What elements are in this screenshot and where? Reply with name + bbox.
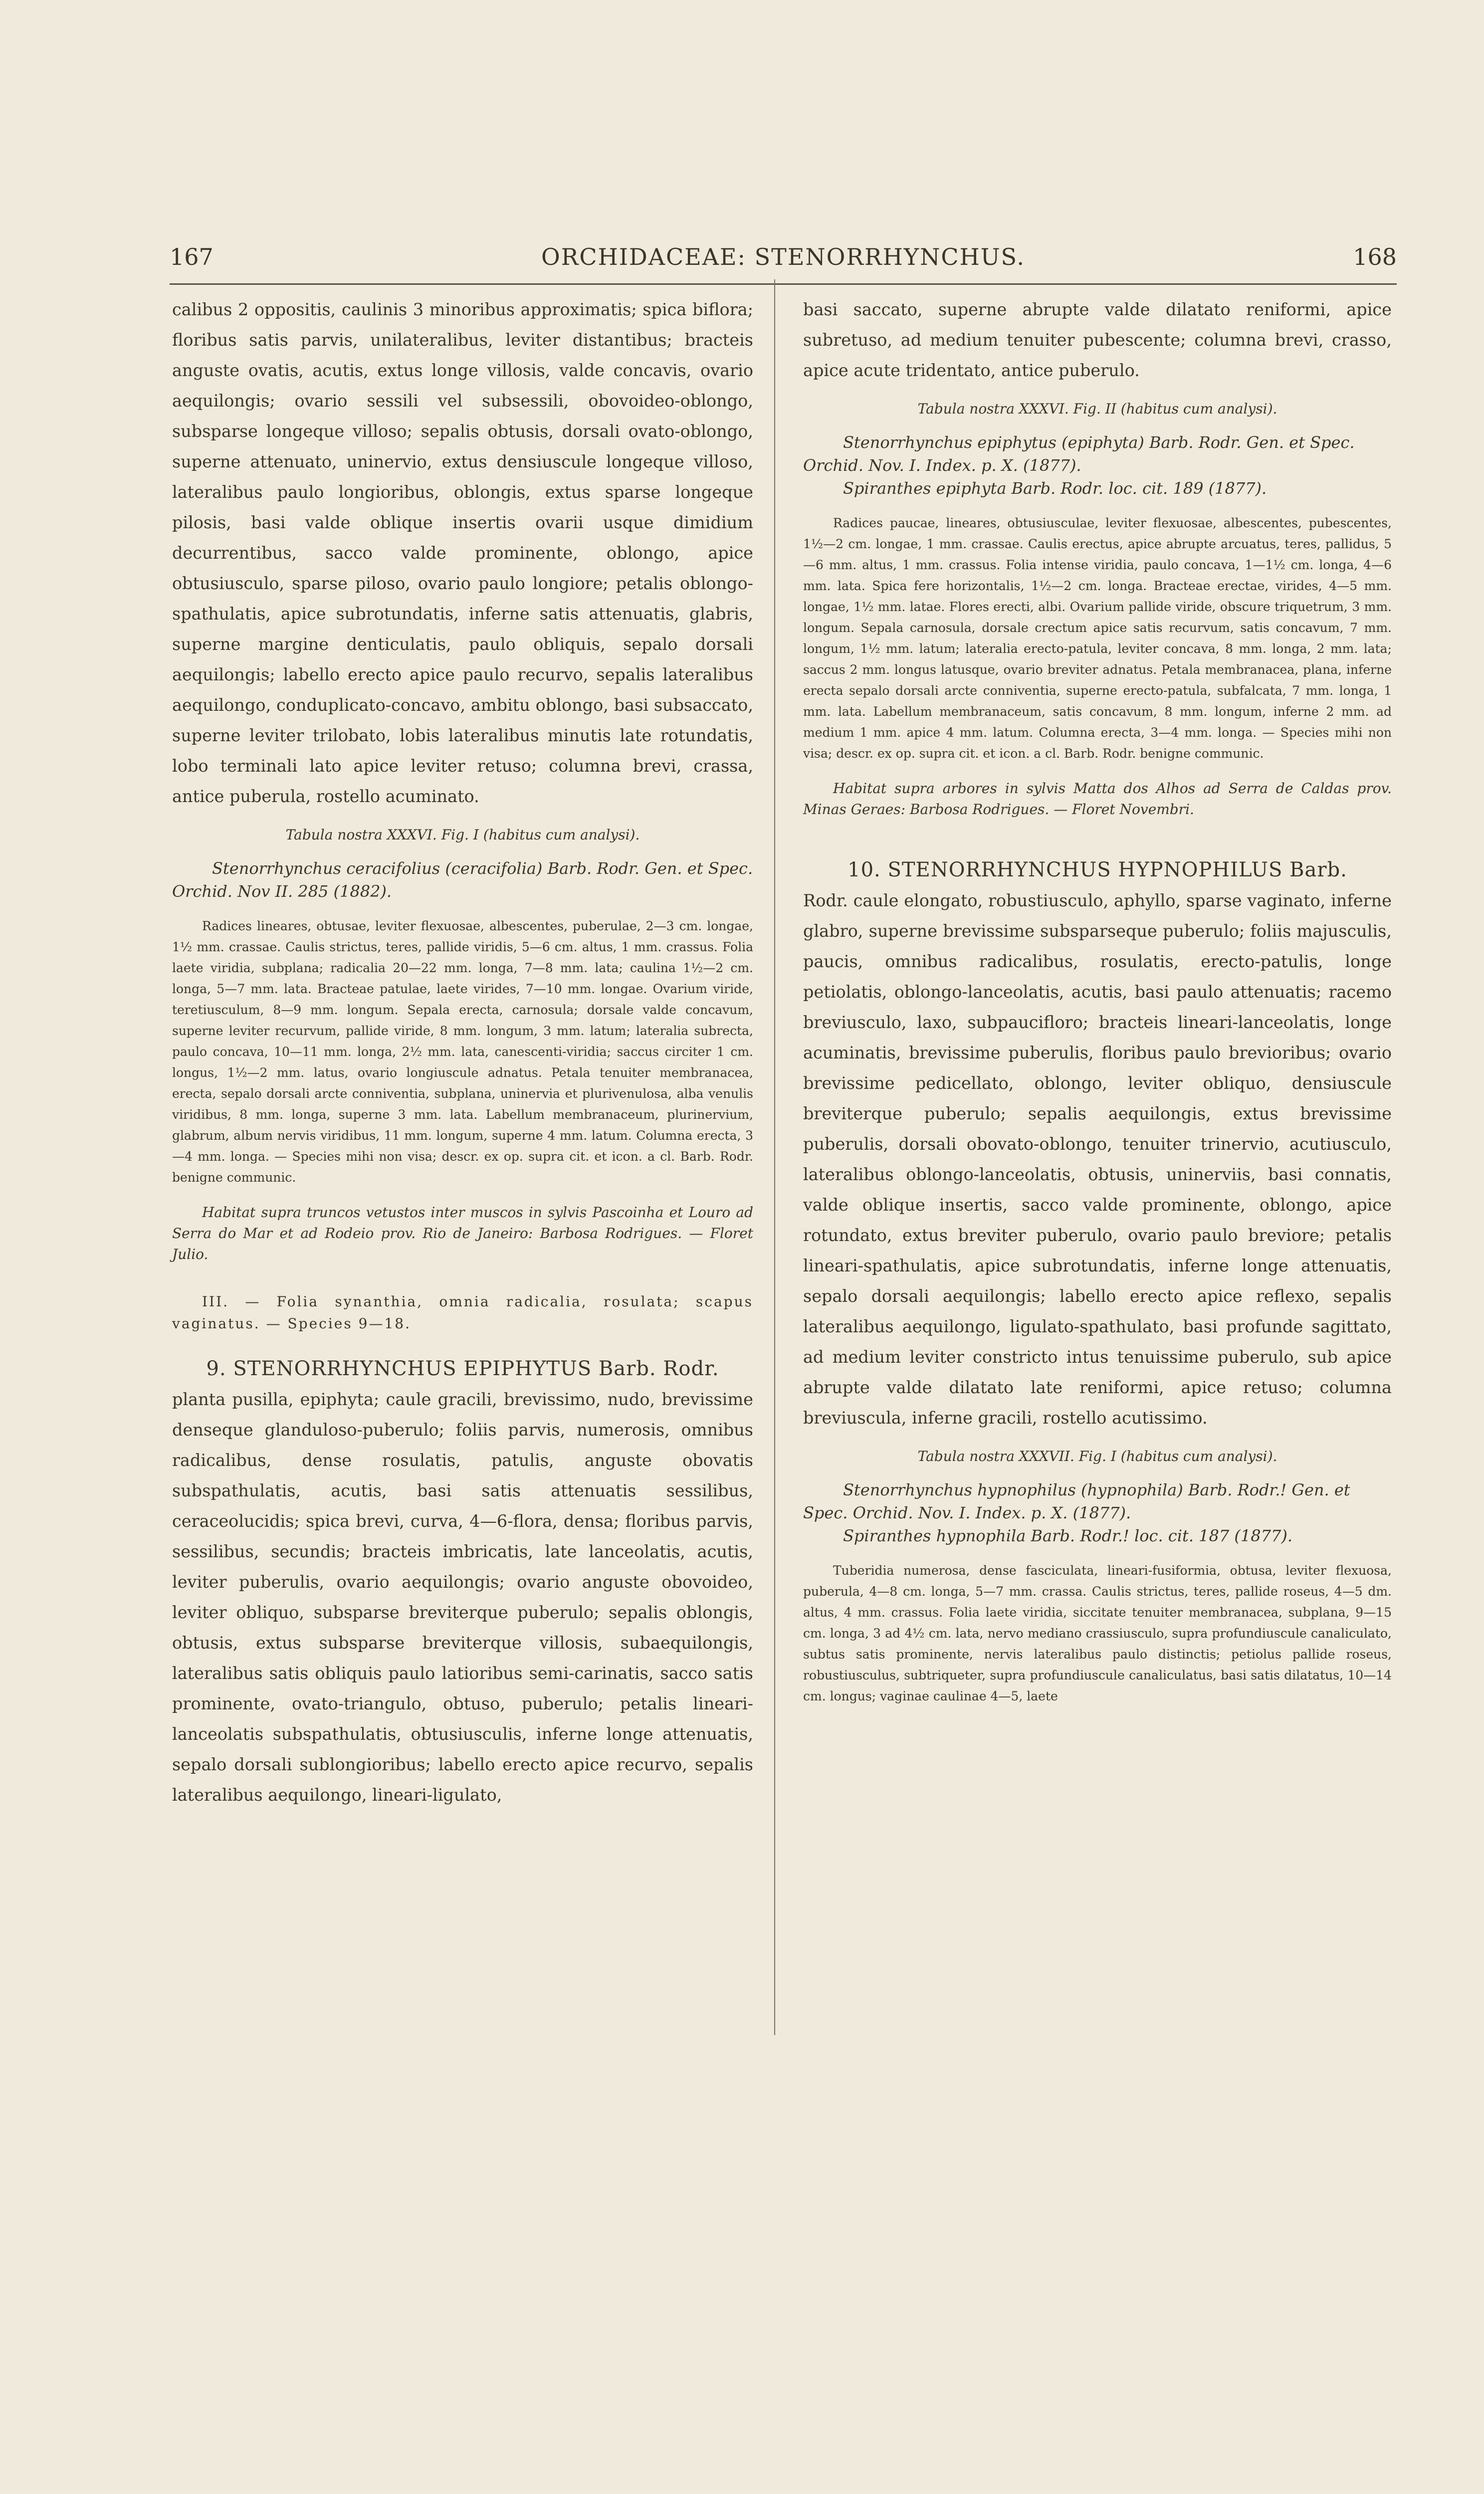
- synonym-3a: Stenorrhynchus hypnophilus (hypnophila) Barb. Rodr.! Gen. et Spec. Orchid. Nov. I. Index. p. X. (1877).: [803, 1480, 1350, 1522]
- species-heading-10: 10. STENORRHYNCHUS HYPNOPHILUS Barb.: [848, 858, 1347, 881]
- synonym-2b: Spiranthes epiphyta Barb. Rodr. loc. cit. 189 (1877).: [843, 479, 1267, 498]
- header-rule: [170, 283, 1397, 285]
- habitat-2: Habitat supra arbores in sylvis Matta dos Alhos ad Serra de Caldas prov. Minas Geraes: Barbosa Rodrigues. — Floret Novembri.: [803, 780, 1392, 818]
- species-heading-9: 9. STENORRHYNCHUS EPIPHYTUS Barb. Rodr.: [206, 1357, 719, 1380]
- habitat-1: Habitat supra truncos vetustos inter muscos in sylvis Pascoinha et Louro ad Serra do Mar et ad Rodeio prov. Rio de Janeiro: Barbosa Rodrigues. — Floret Julio.: [172, 1204, 753, 1262]
- synonym-1: Stenorrhynchus ceracifolius (ceracifolia) Barb. Rodr. Gen. et Spec. Orchid. Nov II. 285 (1882).: [172, 859, 753, 901]
- species-description-10: Rodr. caule elongato, robustiusculo, aphyllo, sparse vaginato, inferne glabro, superne brevissime subsparseque puberulo; foliis majusculis, paucis, omnibus radicalibus, rosulatis, erecto-patulis, longe petiolatis, oblongo-lanceolatis, acutis, basi paulo attenuatis; racemo breviusculo, laxo, subpaucifloro; bracteis lineari-lanceolatis, longe acuminatis, brevissime puberulis, floribus paulo brevioribus; ovario brevissime pedicellato, oblongo, leviter obliquo, densiuscule breviterque puberulo; sepalis aequilongis, extus brevissime puberulis, dorsali obovato-oblongo, tenuiter trinervio, acutiusculo, lateralibus oblongo-lanceolatis, obtusis, uninerviis, basi connatis, valde oblique insertis, sacco valde prominente, oblongo, apice rotundato, extus breviter puberulo, ovario paulo breviore; petalis lineari-spathulatis, apice subrotundatis, inferne longe attenuatis, sepalo dorsali aequilongis; labello erecto apice reflexo, sepalis lateralibus aequilongo, ligulato-spathulato, basi profunde sagittato, ad medium leviter constricto intus tenuissime puberulo, sub apice abrupte valde dilatato late reniformi, apice retuso; columna breviuscula, inferne gracili, rostello acutissimo.: [803, 891, 1392, 1428]
- column-divider: [774, 279, 775, 2035]
- page-number-left: 167: [170, 243, 213, 270]
- right-column: [803, 294, 1392, 1707]
- plate-reference-2: Tabula nostra XXXVI. Fig. II (habitus cum analysi).: [917, 401, 1277, 417]
- right-description-continued: basi saccato, superne abrupte valde dilatato reniformi, apice subretuso, ad medium tenuiter pubescente; columna brevi, crasso, apice acute tridentato, antice puberulo.: [803, 300, 1392, 380]
- description-1: Radices lineares, obtusae, leviter flexuosae, albescentes, puberulae, 2—3 cm. longae, 1½ mm. crassae. Caulis strictus, teres, pallide viridis, 5—6 cm. altus, 1 mm. crassus. Folia laete viridia, subplana; radicalia 20—22 mm. longa, 7—8 mm. lata; caulina 1½—2 cm. longa, 5—7 mm. lata. Bracteae patulae, laete virides, 7—10 mm. longae. Ovarium viride, teretiusculum, 8—9 mm. longum. Sepala erecta, carnosula; dorsale valde concavum, superne leviter recurvum, pallide viride, 8 mm. longum, 3 mm. latum; lateralia subrecta, paulo concava, 10—11 mm. longa, 2½ mm. lata, canescenti-viridia; saccus circiter 1 cm. longus, 1½—2 mm. latus, ovario longiuscule adnatus. Petala tenuiter membranacea, erecta, sepalo dorsali arcte conniventia, subplana, uninervia et plurivenulosa, alba venulis viridibus, 8 mm. longa, superne 3 mm. lata. Labellum membranaceum, plurinervium, glabrum, album nervis viridibus, 11 mm. longum, superne 4 mm. latum. Columna erecta, 3—4 mm. longa. — Species mihi non visa; descr. ex op. supra cit. et icon. a cl. Barb. Rodr. benigne communic.: [172, 919, 753, 1185]
- left-column: [172, 294, 753, 1810]
- synonym-2a: Stenorrhynchus epiphytus (epiphyta) Barb. Rodr. Gen. et Spec. Orchid. Nov. I. Index. p. X. (1877).: [803, 433, 1355, 475]
- description-2: Radices paucae, lineares, obtusiusculae, leviter flexuosae, albescentes, pubescentes, 1½—2 cm. longae, 1 mm. crassae. Caulis erectus, apice abrupte arcuatus, teres, pallidus, 5—6 mm. altus, 1 mm. crassus. Folia intense viridia, paulo concava, 1—1½ cm. longa, 4—6 mm. lata. Spica fere horizontalis, 1½—2 cm. longa. Bracteae erectae, virides, 4—5 mm. longae, 1½ mm. latae. Flores erecti, albi. Ovarium pallide viride, obscure triquetrum, 3 mm. longum. Sepala carnosula, dorsale crectum apice satis recurvum, satis concavum, 7 mm. longum, 1½ mm. latum; lateralia erecto-patula, leviter concava, 8 mm. longa, 2 mm. lata; saccus 2 mm. longus latusque, ovario breviter adnatus. Petala membranacea, plana, inferne erecta sepalo dorsali arcte conniventia, superne erecto-patula, subfalcata, 7 mm. longa, 1 mm. lata. Labellum membranaceum, satis concavum, 8 mm. longum, inferne 2 mm. ad medium 1 mm. apice 4 mm. latum. Columna erecta, 3—4 mm. longa. — Species mihi non visa; descr. ex op. supra cit. et icon. a cl. Barb. Rodr. benigne communic.: [803, 516, 1392, 761]
- running-header: [170, 243, 1397, 278]
- synonym-3b: Spiranthes hypnophila Barb. Rodr.! loc. cit. 187 (1877).: [843, 1526, 1292, 1545]
- section-heading: III. — Folia synanthia, omnia radicalia, rosulata; scapus vaginatus. — Species 9—18.: [172, 1293, 753, 1332]
- plate-reference-3: Tabula nostra XXXVII. Fig. I (habitus cum analysi).: [917, 1448, 1277, 1464]
- plate-reference-1: Tabula nostra XXXVI. Fig. I (habitus cum analysi).: [285, 827, 640, 843]
- left-description-continued: calibus 2 oppositis, caulinis 3 minoribus approximatis; spica biflora; floribus satis parvis, unilateralibus, leviter distantibus; bracteis anguste ovatis, acutis, extus longe villosis, valde concavis, ovario aequilongis; ovario sessili vel subsessili, obovoideo-oblongo, subsparse longeque villoso; sepalis obtusis, dorsali ovato-oblongo, superne attenuato, uninervio, extus densiuscule longeque villoso, lateralibus paulo longioribus, oblongis, extus sparse longeque pilosis, basi valde oblique insertis ovarii usque dimidium decurrentibus, sacco valde prominente, oblongo, apice obtusiusculo, sparse piloso, ovario paulo longiore; petalis oblongo-spathulatis, apice subrotundatis, inferne satis attenuatis, glabris, superne margine denticulatis, paulo obliquis, sepalo dorsali aequilongis; labello erecto apice paulo recurvo, sepalis lateralibus aequilongo, conduplicato-concavo, ambitu oblongo, basi subsaccato, superne leviter trilobato, lobis lateralibus minutis late rotundatis, lobo terminali lato apice leviter retuso; columna brevi, crassa, antice puberula, rostello acuminato.: [172, 300, 753, 806]
- species-description-9: planta pusilla, epiphyta; caule gracili, brevissimo, nudo, brevissime denseque glanduloso-puberulo; foliis parvis, numerosis, omnibus radicalibus, dense rosulatis, patulis, anguste obovatis subspathulatis, acutis, basi satis attenuatis sessilibus, ceraceolucidis; spica brevi, curva, 4—6-flora, densa; floribus parvis, sessilibus, secundis; bracteis imbricatis, late lanceolatis, acutis, leviter puberulis, ovario aequilongis; ovario anguste obovoideo, leviter obliquo, subsparse breviterque puberulo; sepalis oblongis, obtusis, extus subsparse breviterque villosis, subaequilongis, lateralibus satis obliquis paulo latioribus semi-carinatis, sacco satis prominente, ovato-triangulo, obtuso, puberulo; petalis lineari-lanceolatis subspathulatis, obtusiusculis, inferne longe attenuatis, sepalo dorsali sublongioribus; labello erecto apice recurvo, sepalis lateralibus aequilongo, lineari-ligulato,: [172, 1390, 753, 1805]
- running-title: ORCHIDACEAE: STENORRHYNCHUS.: [541, 243, 1025, 270]
- description-3: Tuberidia numerosa, dense fasciculata, lineari-fusiformia, obtusa, leviter flexuosa, puberula, 4—8 cm. longa, 5—7 mm. crassa. Caulis strictus, teres, pallide roseus, 4—5 dm. altus, 4 mm. crassus. Folia laete viridia, siccitate tenuiter membranacea, subplana, 9—15 cm. longa, 3 ad 4½ cm. lata, nervo mediano crassiusculo, supra profundiuscule canaliculato, subtus satis prominente, nervis lateralibus paulo distinctis; petiolus pallide roseus, robustiusculus, subtriqueter, supra profundiuscule canaliculatus, basi satis dilatatus, 10—14 cm. longus; vaginae caulinae 4—5, laete: [803, 1563, 1392, 1703]
- page-number-right: 168: [1353, 243, 1397, 270]
